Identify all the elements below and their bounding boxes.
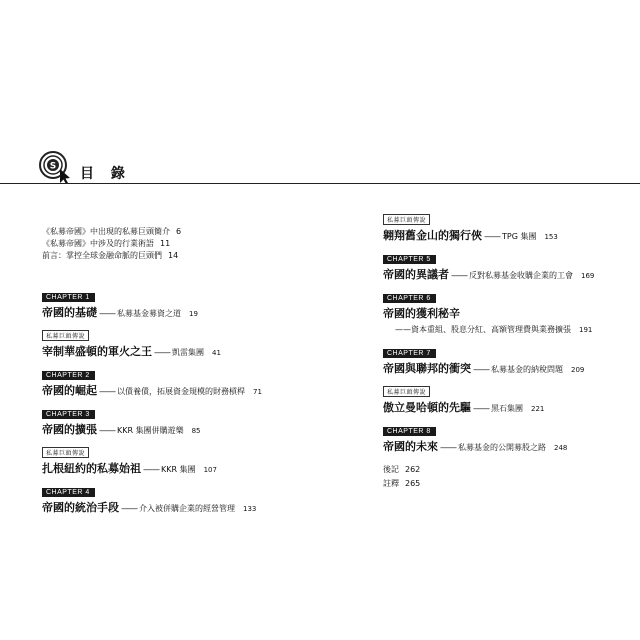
chapter-badge: CHAPTER 1 bbox=[42, 293, 95, 302]
toc-entry bbox=[383, 307, 623, 322]
chapter-badge: CHAPTER 5 bbox=[383, 255, 436, 264]
entry-dash: —— bbox=[440, 443, 456, 453]
page-number: 209 bbox=[571, 366, 585, 374]
entry-dash: —— bbox=[484, 232, 500, 242]
entry-subtitle: KKR 集團併購遊樂 bbox=[117, 426, 184, 435]
page-number: 265 bbox=[405, 479, 421, 488]
entry-subtitle: 凱雷集團 bbox=[172, 348, 204, 357]
toc-entry bbox=[42, 462, 332, 477]
page-title: 目 錄 bbox=[80, 166, 131, 182]
page-number: 14 bbox=[168, 251, 179, 260]
toc-left-column bbox=[42, 226, 332, 518]
entry-subtitle: 私募基金的公開募股之路 bbox=[458, 443, 546, 452]
toc-entry bbox=[383, 268, 623, 283]
entry-subtitle: 反對私募基金收購企業的工會 bbox=[469, 271, 573, 280]
chapter-badge: CHAPTER 3 bbox=[42, 410, 95, 419]
front-matter-item bbox=[42, 250, 332, 262]
chapter-badge: CHAPTER 6 bbox=[383, 294, 436, 303]
entry-dash: —— bbox=[143, 465, 159, 475]
toc-entry bbox=[42, 345, 332, 360]
back-matter-title: 後記 bbox=[383, 465, 399, 474]
entry-subtitle: KKR 集團 bbox=[161, 465, 196, 474]
page-number: 248 bbox=[554, 444, 568, 452]
entry-title: 帝國的擴張 bbox=[42, 423, 97, 436]
page-number: 41 bbox=[212, 349, 221, 357]
entry-title: 傲立曼哈頓的先驅 bbox=[383, 401, 471, 414]
entry-title: 帝國的基礎 bbox=[42, 306, 97, 319]
legend-badge: 私募巨頭傳說 bbox=[42, 330, 89, 341]
toc-entry bbox=[42, 306, 332, 321]
toc-entry bbox=[42, 384, 332, 399]
entry-dash: —— bbox=[451, 271, 467, 281]
entry-title: 帝國的崛起 bbox=[42, 384, 97, 397]
chapter-badge: CHAPTER 2 bbox=[42, 371, 95, 380]
front-matter-title: 前言：掌控全球金融命脈的巨頭們 bbox=[42, 251, 162, 260]
chapter-badge: CHAPTER 4 bbox=[42, 488, 95, 497]
entry-subtitle: 以債養債，拓展資金規模的財務槓桿 bbox=[117, 387, 245, 396]
entry-subtitle: 私募基金的納稅問題 bbox=[491, 365, 563, 374]
toc-right-column bbox=[383, 207, 623, 457]
toc-entry-continued bbox=[395, 324, 623, 336]
page-number: 19 bbox=[189, 310, 198, 318]
front-matter-title: 《私募帝國》中出現的私募巨頭簡介 bbox=[42, 227, 170, 236]
entry-dash: —— bbox=[154, 348, 170, 358]
front-matter-item bbox=[42, 238, 332, 250]
back-matter-item bbox=[383, 463, 420, 477]
toc-entry bbox=[42, 501, 332, 516]
page-number: 11 bbox=[160, 239, 171, 248]
entry-title: 扎根紐約的私募始祖 bbox=[42, 462, 141, 475]
entry-dash: —— bbox=[473, 404, 489, 414]
entry-dash: —— bbox=[473, 365, 489, 375]
header-divider bbox=[0, 183, 640, 184]
entry-title: 帝國與聯邦的衝突 bbox=[383, 362, 471, 375]
toc-entry bbox=[383, 401, 623, 416]
svg-text:S: S bbox=[49, 161, 57, 172]
back-matter-item bbox=[383, 477, 420, 491]
book-logo-icon bbox=[38, 150, 72, 184]
entry-subtitle: 私募基金募資之道 bbox=[117, 309, 181, 318]
page-number: 85 bbox=[191, 427, 201, 435]
entry-subtitle: 介入被併購企業的經營管理 bbox=[139, 504, 235, 513]
entry-dash: —— bbox=[395, 325, 411, 334]
page-number: 169 bbox=[581, 272, 595, 280]
entry-dash: —— bbox=[99, 309, 115, 319]
toc-entry bbox=[383, 362, 623, 377]
page-number: 71 bbox=[253, 388, 262, 396]
legend-badge: 私募巨頭傳說 bbox=[383, 214, 430, 225]
entry-title: 翱翔舊金山的獨行俠 bbox=[383, 229, 482, 242]
entry-subtitle: 黑石集團 bbox=[491, 404, 523, 413]
legend-badge: 私募巨頭傳說 bbox=[42, 447, 89, 458]
entry-title: 帝國的獲利秘辛 bbox=[383, 307, 460, 320]
toc-entry bbox=[383, 440, 623, 455]
entry-title: 帝國的未來 bbox=[383, 440, 438, 453]
spacer bbox=[42, 262, 332, 284]
toc-entry bbox=[383, 229, 623, 244]
entry-subtitle: TPG 集團 bbox=[502, 232, 537, 241]
entry-title: 宰制華盛頓的軍火之王 bbox=[42, 345, 152, 358]
entry-title: 帝國的統治手段 bbox=[42, 501, 119, 514]
chapter-badge: CHAPTER 7 bbox=[383, 349, 436, 358]
page-number: 191 bbox=[579, 326, 593, 334]
page-number: 221 bbox=[531, 405, 545, 413]
front-matter-item bbox=[42, 226, 332, 238]
entry-title: 帝國的異議者 bbox=[383, 268, 449, 281]
page-number: 133 bbox=[243, 505, 257, 513]
entry-dash: —— bbox=[99, 426, 115, 436]
entry-dash: —— bbox=[99, 387, 115, 397]
legend-badge: 私募巨頭傳說 bbox=[383, 386, 430, 397]
page-number: 153 bbox=[544, 233, 558, 241]
page-number: 6 bbox=[176, 227, 182, 236]
entry-dash: —— bbox=[121, 504, 137, 514]
page-number: 107 bbox=[203, 466, 217, 474]
entry-subtitle: 資本重組、股息分紅、高額管理費與業務擴張 bbox=[411, 325, 571, 334]
chapter-badge: CHAPTER 8 bbox=[383, 427, 436, 436]
back-matter-title: 註釋 bbox=[383, 479, 399, 488]
back-matter-list bbox=[383, 463, 420, 491]
page-number: 262 bbox=[405, 465, 421, 474]
toc-entry bbox=[42, 423, 332, 438]
front-matter-title: 《私募帝國》中涉及的行業術語 bbox=[42, 239, 154, 248]
